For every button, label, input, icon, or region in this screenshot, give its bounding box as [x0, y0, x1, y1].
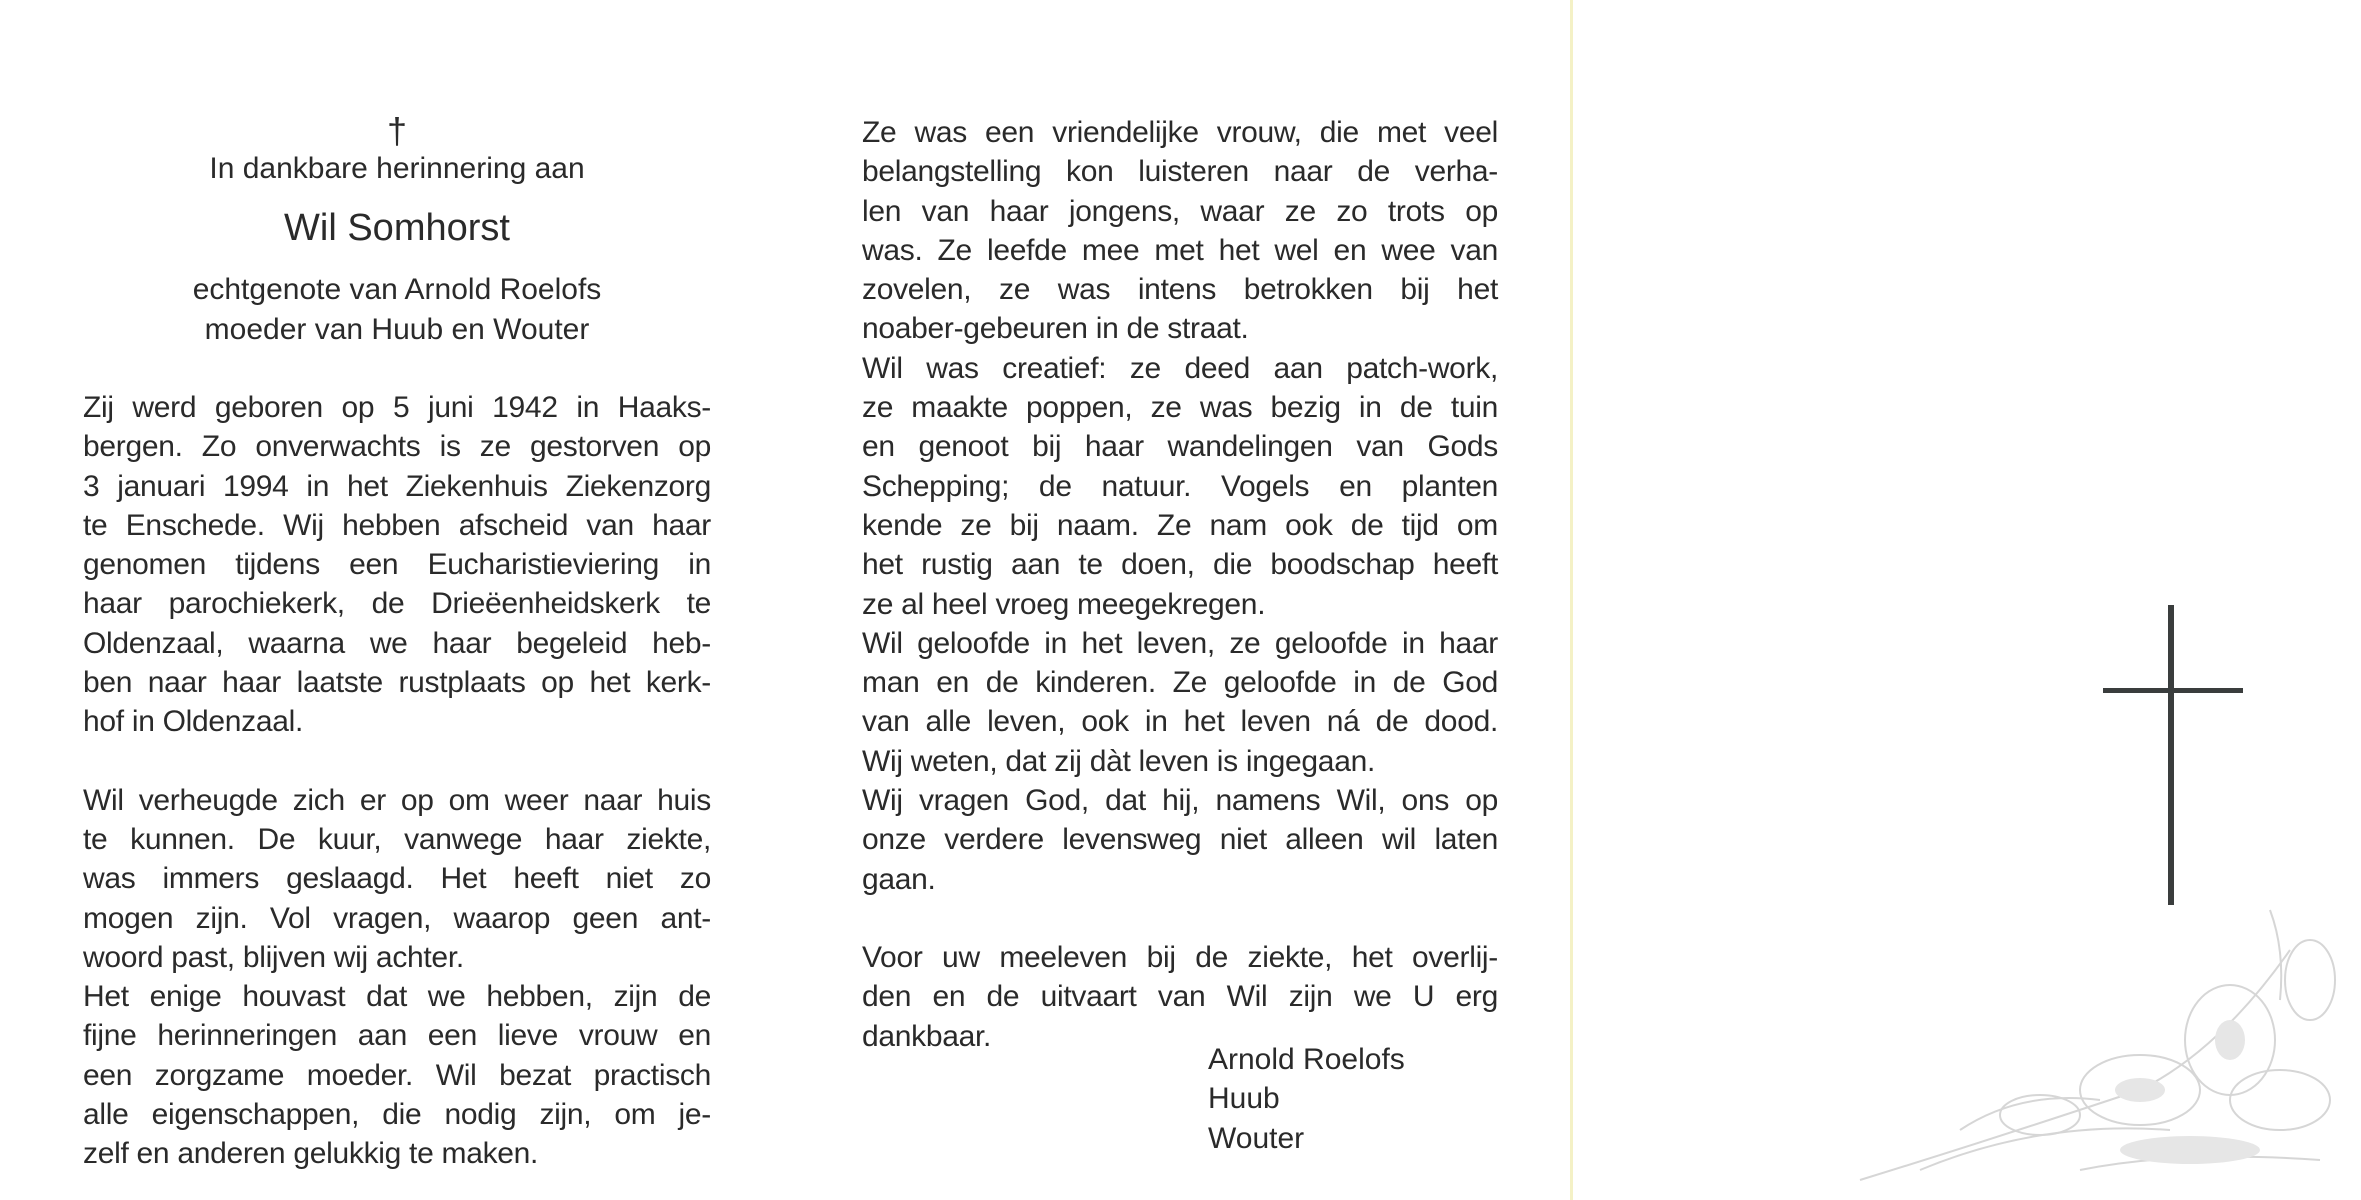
text-line: Zij werd geboren op 5 juni 1942 in Haaks- [83, 391, 711, 424]
text-line: ze al heel vroeg meegekregen. [862, 587, 1266, 621]
card-fold-line [1570, 0, 1573, 1200]
text-line: dankbaar. [862, 1019, 992, 1053]
signature-arnold: Arnold Roelofs [1208, 1043, 1405, 1076]
text-line: ben naar haar laatste rustplaats op het kerk- [83, 666, 711, 700]
text-line: alle eigenschappen, die nodig zijn, om je- [83, 1098, 711, 1132]
signature-huub: Huub [1208, 1082, 1280, 1116]
text-line: den en de uitvaart van Wil zijn we U erg [862, 980, 1498, 1014]
text-line: man en de kinderen. Ze geloofde in de God [862, 666, 1498, 700]
deceased-name: Wil Somhorst [284, 207, 510, 249]
text-line: Wil geloofde in het leven, ze geloofde in haar [862, 626, 1498, 660]
text-line: Wil was creatief: ze deed aan patch-work, [862, 351, 1498, 385]
text-line: zovelen, ze was intens betrokken bij het [862, 273, 1498, 307]
text-line: noaber-gebeuren in de straat. [862, 312, 1249, 346]
text-line: fijne herinneringen aan een lieve vrouw en [83, 1019, 711, 1053]
text-line: belangstelling kon luisteren naar de verha- [862, 155, 1498, 189]
paragraph-gap [862, 899, 1498, 938]
text-line: Oldenzaal, waarna we haar begeleid heb- [83, 626, 711, 660]
cross-icon [2100, 600, 2245, 910]
text-line: Het enige houvast dat we hebben, zijn de [83, 980, 711, 1014]
text-line: woord past, blijven wij achter. [83, 940, 464, 974]
text-line: gaan. [862, 862, 936, 896]
text-line: het rustig aan te doen, die boodschap heeft [862, 548, 1498, 582]
text-line: hof in Oldenzaal. [83, 705, 304, 739]
text-line: Wil verheugde zich er op om weer naar huis [83, 783, 711, 817]
text-line: was. Ze leefde mee met het wel en wee van [862, 233, 1498, 267]
text-line: haar parochiekerk, de Drieëenheidskerk te [83, 587, 711, 621]
text-line: van alle leven, ook in het leven ná de dood. [862, 705, 1498, 739]
relations [83, 270, 711, 350]
text-line: ze maakte poppen, ze was bezig in de tuin [862, 391, 1498, 425]
text-line: te kunnen. De kuur, vanwege haar ziekte, [83, 822, 711, 856]
text-line: Wij vragen God, dat hij, namens Wil, ons op [862, 784, 1498, 818]
text-line: Ze was een vriendelijke vrouw, die met veel [862, 116, 1498, 149]
signature-wouter: Wouter [1208, 1121, 1305, 1155]
signatures [1208, 1040, 1405, 1158]
text-line: Wij weten, dat zij dàt leven is ingegaan. [862, 744, 1375, 778]
text-line: onze verdere levensweg niet alleen wil laten [862, 823, 1498, 857]
text-line: 3 januari 1994 in het Ziekenhuis Ziekenzorg [83, 469, 711, 503]
text-line: mogen zijn. Vol vragen, waarop geen ant- [83, 901, 711, 935]
text-line: genomen tijdens een Eucharistieviering in [83, 548, 711, 582]
text-line: te Enschede. Wij hebben afscheid van haar [83, 508, 711, 542]
text-line: een zorgzame moeder. Wil bezat practisch [83, 1058, 711, 1092]
intro-text: In dankbare herinnering aan [209, 152, 585, 185]
text-line: len van haar jongens, waar ze zo trots op [862, 194, 1498, 228]
paragraph-gap [83, 742, 711, 781]
text-line: Schepping; de natuur. Vogels en planten [862, 469, 1498, 503]
text-line: was immers geslaagd. Het heeft niet zo [83, 862, 711, 896]
dagger-icon: † [386, 110, 408, 151]
text-line: zelf en anderen gelukkig te maken. [83, 1137, 539, 1171]
left-column [83, 388, 711, 1174]
relation-mother: moeder van Huub en Wouter [204, 313, 590, 346]
flowers-decoration [1840, 890, 2360, 1200]
text-line: bergen. Zo onverwachts is ze gestorven op [83, 430, 711, 464]
text-line: en genoot bij haar wandelingen van Gods [862, 430, 1498, 464]
relation-spouse: echtgenote van Arnold Roelofs [192, 273, 602, 306]
text-line: Voor uw meeleven bij de ziekte, het overlij- [862, 940, 1498, 974]
middle-column [862, 113, 1498, 1056]
text-line: kende ze bij naam. Ze nam ook de tijd om [862, 508, 1498, 542]
